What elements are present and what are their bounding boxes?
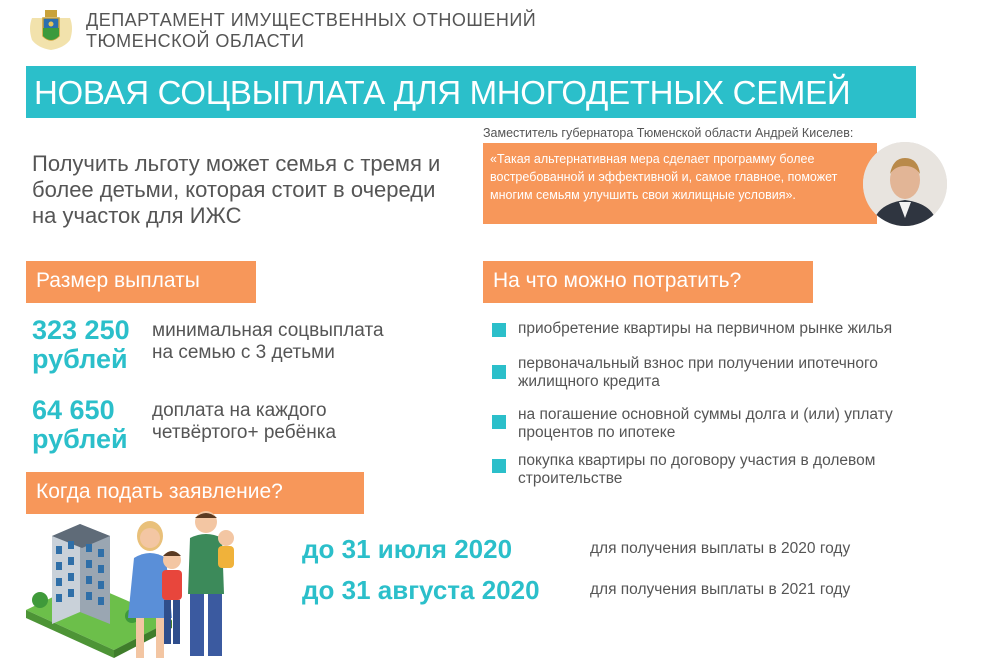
- department-line-2: ТЮМЕНСКОЙ ОБЛАСТИ: [86, 31, 305, 51]
- portrait-photo: [863, 142, 947, 226]
- amount-value: 323 250: [32, 315, 130, 345]
- payment-heading-bar: [26, 261, 256, 303]
- bullet-square-icon: [492, 323, 506, 337]
- list-item: первоначальный взнос при получении ипотечного жилищного кредита: [518, 355, 878, 390]
- department-name: [86, 10, 536, 52]
- deadlines-heading: Когда подать заявление?: [36, 480, 283, 503]
- description-line: минимальная соцвыплата: [152, 320, 384, 341]
- department-line-1: ДЕПАРТАМЕНТ ИМУЩЕСТВЕННЫХ ОТНОШЕНИЙ: [86, 10, 537, 30]
- bullet-square-icon: [492, 365, 506, 379]
- payment-heading: Размер выплаты: [36, 269, 200, 292]
- list-item: приобретение квартиры на первичном рынке жилья: [518, 320, 893, 337]
- amount-unit: рублей: [32, 424, 128, 454]
- deadline-date-1: до 31 июля 2020: [302, 534, 513, 564]
- family-building-illustration: [22, 508, 252, 666]
- bullet-square-icon: [492, 459, 506, 473]
- intro-text: Получить льготу может семья с тремя и более детьми, которая стоит в очереди на участок для ИЖС: [32, 151, 441, 228]
- list-item: на погашение основной суммы долга и (или) уплату процентов по ипотеке: [518, 406, 893, 441]
- payment-description-2: [152, 400, 336, 444]
- amount-unit: рублей: [32, 344, 128, 374]
- deadline-description-2: для получения выплаты в 2021 году: [590, 581, 851, 598]
- amount-value: 64 650: [32, 395, 115, 425]
- description-line: доплата на каждого: [152, 400, 327, 421]
- deadline-date-2: до 31 августа 2020: [302, 575, 540, 605]
- quote-text: «Такая альтернативная мера сделает программу более востребованной и эффективной и, самое главное, поможет многим семьям улучшить свои жилищные условия».: [490, 152, 838, 202]
- bullet-square-icon: [492, 415, 506, 429]
- payment-amount-1: [32, 316, 130, 374]
- description-line: на семью с 3 детьми: [152, 342, 335, 363]
- payment-amount-2: [32, 396, 128, 454]
- description-line: четвёртого+ ребёнка: [152, 422, 337, 443]
- list-item: покупка квартиры по договору участия в долевом строительстве: [518, 452, 876, 487]
- coat-of-arms-icon: [26, 8, 76, 52]
- payment-description-1: [152, 320, 384, 364]
- title-banner: [26, 66, 916, 118]
- spend-heading: На что можно потратить?: [493, 269, 742, 292]
- spend-heading-bar: [483, 261, 813, 303]
- page-title: НОВАЯ СОЦВЫПЛАТА ДЛЯ МНОГОДЕТНЫХ СЕМЕЙ: [34, 74, 851, 111]
- deadline-description-1: для получения выплаты в 2020 году: [590, 540, 851, 557]
- quote-author: Заместитель губернатора Тюменской области Андрей Киселев:: [483, 126, 854, 140]
